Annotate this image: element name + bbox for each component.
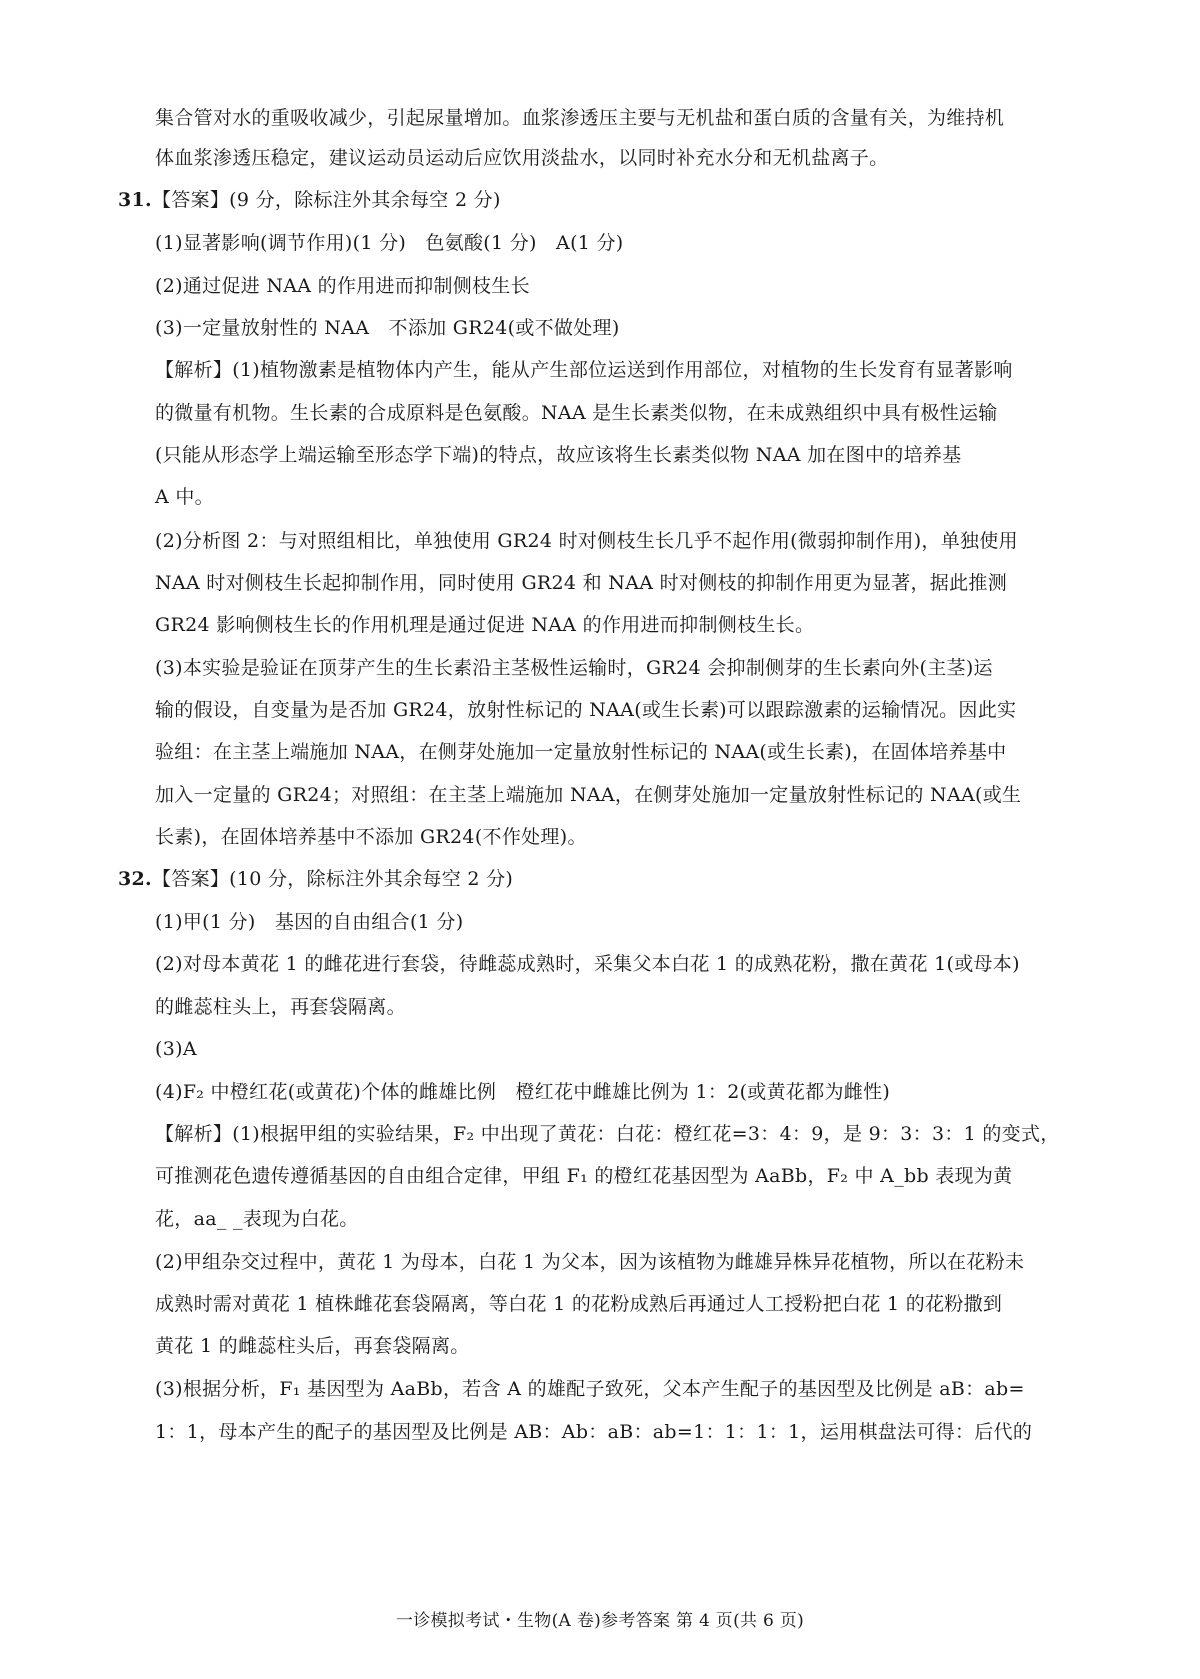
line-text: 【答案】(9 分，除标注外其余每空 2 分) xyxy=(151,189,501,211)
line-text: 输的假设，自变量为是否加 GR24，放射性标记的 NAA(或生长素)可以跟踪激素的运输情况。因此实 xyxy=(155,699,1017,721)
line-text: 花，aa_ _表现为白花。 xyxy=(155,1208,359,1230)
line-text: (1)显著影响(调节作用)(1 分) 色氨酸(1 分) A(1 分) xyxy=(155,232,624,254)
text-line xyxy=(155,612,814,638)
text-line xyxy=(155,105,1004,131)
text-line xyxy=(155,484,214,510)
text-line xyxy=(155,697,1016,723)
line-text: 成熟时需对黄花 1 植株雌花套袋隔离，等白花 1 的花粉成熟后再通过人工授粉把白花 1 的花粉撒到 xyxy=(155,1293,1003,1315)
line-text: (3)本实验是验证在顶芽产生的生长素沿主茎极性运输时，GR24 会抑制侧芽的生长素向外(主茎)运 xyxy=(155,657,993,679)
text-line xyxy=(155,1079,890,1105)
text-line xyxy=(155,400,998,426)
line-text: 的微量有机物。生长素的合成原料是色氨酸。NAA 是生长素类似物，在未成熟组织中具有极性运输 xyxy=(155,402,998,424)
question-answer-heading xyxy=(118,866,513,892)
text-line xyxy=(155,824,587,850)
text-line xyxy=(155,951,1020,977)
question-answer-heading xyxy=(118,187,501,213)
text-line xyxy=(155,1121,1060,1147)
line-text: (2)对母本黄花 1 的雌花进行套袋，待雌蕊成熟时，采集父本白花 1 的成熟花粉，撒在黄花 1(或母本) xyxy=(155,953,1020,975)
line-text: 体血浆渗透压稳定，建议运动员运动后应饮用淡盐水，以同时补充水分和无机盐离子。 xyxy=(155,147,889,169)
text-line xyxy=(155,1163,1012,1189)
text-line xyxy=(155,1249,1024,1275)
text-line xyxy=(155,1419,1032,1445)
line-text: (3)一定量放射性的 NAA 不添加 GR24(或不做处理) xyxy=(155,317,620,339)
text-line xyxy=(155,994,406,1020)
text-line xyxy=(155,1036,197,1062)
line-text: NAA 时对侧枝生长起抑制作用，同时使用 GR24 和 NAA 时对侧枝的抑制作用更为显著，据此推测 xyxy=(155,572,1007,594)
line-text: (3)A xyxy=(155,1038,197,1060)
text-line xyxy=(155,1376,1025,1402)
text-line xyxy=(155,909,463,935)
line-text: 1：1，母本产生的配子的基因型及比例是 AB：Ab：aB：ab=1：1：1：1，运用棋盘法可得：后代的 xyxy=(155,1421,1033,1443)
text-line xyxy=(155,145,888,171)
line-text: 黄花 1 的雌蕊柱头后，再套袋隔离。 xyxy=(155,1335,470,1357)
line-text: GR24 影响侧枝生长的作用机理是通过促进 NAA 的作用进而抑制侧枝生长。 xyxy=(155,614,815,636)
text-line xyxy=(155,1291,1002,1317)
text-line xyxy=(155,357,1013,383)
line-text: 长素)，在固体培养基中不添加 GR24(不作处理)。 xyxy=(155,826,587,848)
text-line xyxy=(155,739,1006,765)
line-text: 的雌蕊柱头上，再套袋隔离。 xyxy=(155,996,406,1018)
text-line xyxy=(155,1333,470,1359)
line-text: A 中。 xyxy=(155,486,214,508)
line-text: (4)F₂ 中橙红花(或黄花)个体的雌雄比例 橙红花中雌雄比例为 1：2(或黄花都为雌性) xyxy=(155,1081,891,1103)
page-footer: 一诊模拟考试・生物(A 卷)参考答案 第 4 页(共 6 页) xyxy=(395,1611,805,1631)
line-text: (1)甲(1 分) 基因的自由组合(1 分) xyxy=(155,911,464,933)
text-line xyxy=(155,782,1021,808)
text-line xyxy=(155,273,530,299)
line-text: (2)通过促进 NAA 的作用进而抑制侧枝生长 xyxy=(155,275,530,297)
text-line xyxy=(155,442,961,468)
text-line xyxy=(155,315,620,341)
line-text: 可推测花色遗传遵循基因的自由组合定律，甲组 F₁ 的橙红花基因型为 AaBb，F₂ 中 A_bb 表现为黄 xyxy=(155,1165,1013,1187)
text-line xyxy=(155,1206,359,1232)
line-text: 验组：在主茎上端施加 NAA，在侧芽处施加一定量放射性标记的 NAA(或生长素)，在固体培养基中 xyxy=(155,741,1007,763)
line-text: (2)分析图 2：与对照组相比，单独使用 GR24 时对侧枝生长几乎不起作用(微弱抑制作用)，单独使用 xyxy=(155,530,1018,552)
text-line xyxy=(155,655,993,681)
line-text: 集合管对水的重吸收减少，引起尿量增加。血浆渗透压主要与无机盐和蛋白质的含量有关，为维持机 xyxy=(155,107,1005,129)
line-text: 【答案】(10 分，除标注外其余每空 2 分) xyxy=(151,868,514,890)
line-text: 加入一定量的 GR24；对照组：在主茎上端施加 NAA，在侧芽处施加一定量放射性标记的 NAA(或生 xyxy=(155,784,1022,806)
line-text: (只能从形态学上端运输至形态学下端)的特点，故应该将生长素类似物 NAA 加在图中的培养基 xyxy=(155,444,962,466)
line-text: (3)根据分析，F₁ 基因型为 AaBb，若含 A 的雄配子致死，父本产生配子的基因型及比例是 aB：ab= xyxy=(155,1378,1025,1400)
line-text: (2)甲组杂交过程中，黄花 1 为母本，白花 1 为父本，因为该植物为雌雄异株异花植物，所以在花粉未 xyxy=(155,1251,1025,1273)
text-line xyxy=(155,230,624,256)
line-text: 【解析】(1)根据甲组的实验结果，F₂ 中出现了黄花：白花：橙红花=3：4：9，是 9：3：3：1 的变式， xyxy=(155,1123,1060,1145)
question-number: 32. xyxy=(118,868,152,890)
text-line xyxy=(155,570,1007,596)
text-line xyxy=(155,528,1018,554)
question-number: 31. xyxy=(118,189,152,211)
line-text: 【解析】(1)植物激素是植物体内产生，能从产生部位运送到作用部位，对植物的生长发育有显著影响 xyxy=(155,359,1013,381)
